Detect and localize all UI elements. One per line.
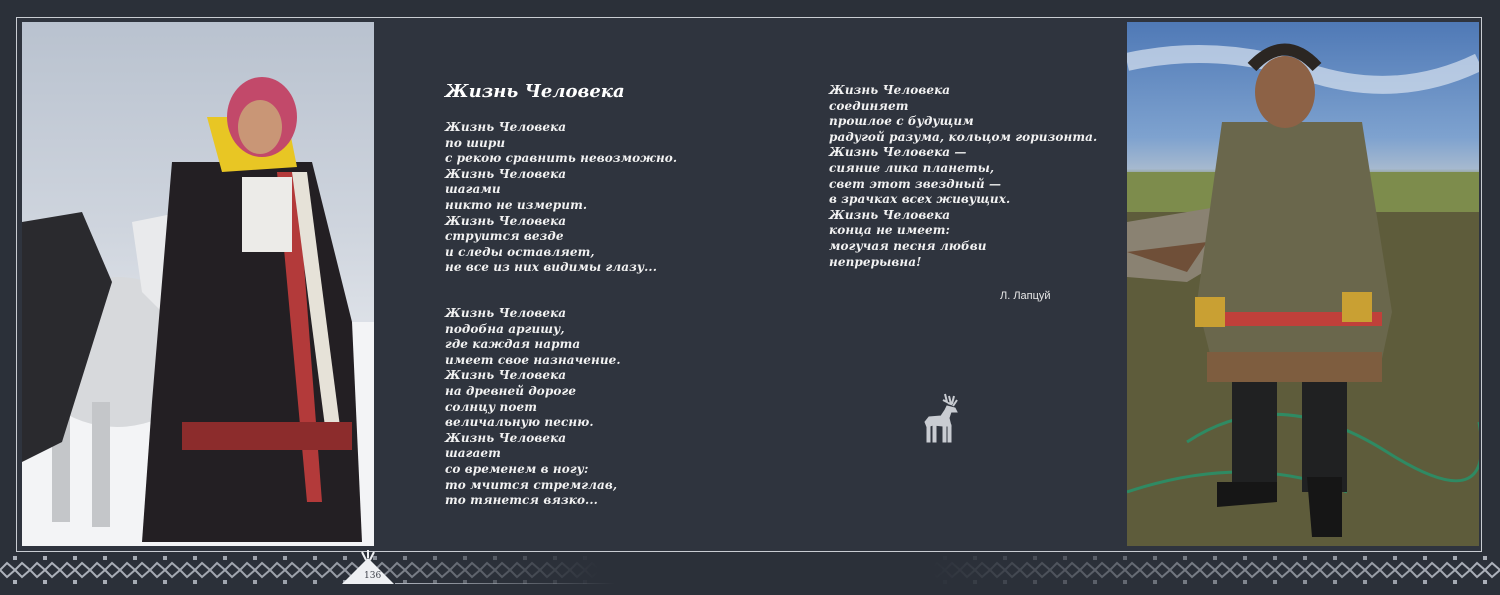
poem-stanza-2: [445, 306, 621, 509]
poem-stanza-3: [829, 83, 1097, 270]
poem-line: в зрачках всех живущих.: [829, 192, 1011, 207]
poem-line: сияние лика планеты,: [829, 160, 995, 175]
poem-line: шагает: [445, 446, 501, 461]
poem-author: Л. Лапцуй: [1000, 290, 1051, 302]
poem-line: Жизнь Человека —: [829, 145, 967, 160]
poem-line: конца не имеет:: [829, 223, 951, 238]
ornament-border: [0, 556, 1500, 584]
poem-title: Жизнь Человека: [445, 81, 625, 102]
poem-line: соединяет: [829, 98, 909, 113]
poem-line: и следы оставляет,: [445, 244, 595, 259]
photo-woman-with-reindeer: [22, 22, 374, 546]
poem-line: Жизнь Человека: [445, 120, 567, 134]
poem-line: никто не измерит.: [445, 197, 588, 212]
poem-line: солнцу поет: [445, 399, 537, 414]
poem-line: со временем в ногу:: [445, 461, 589, 476]
poem-line: прошлое с будущим: [829, 114, 974, 129]
poem-line: по шири: [445, 135, 506, 150]
poem-line: Жизнь Человека: [445, 166, 567, 181]
poem-line: на древней дороге: [445, 383, 577, 398]
poem-line: не все из них видимы глазу...: [445, 260, 657, 275]
photo-man-on-tundra: [1127, 22, 1479, 546]
poem-line: Жизнь Человека: [829, 207, 951, 222]
poem-line: шагами: [445, 182, 501, 197]
poem-line: Жизнь Человека: [445, 213, 567, 228]
page-number: 136: [364, 571, 382, 581]
poem-line: то мчится стремглав,: [445, 477, 618, 492]
poem-line: струится везде: [445, 229, 564, 244]
poem-line: величальную песню.: [445, 415, 594, 430]
poem-line: свет этот звездный —: [829, 176, 1002, 191]
poem-line: где каждая нарта: [445, 337, 581, 352]
page-rule: [395, 583, 615, 584]
poem-line: то тянется вязко...: [445, 493, 598, 508]
poem-stanza-1: [445, 120, 677, 276]
poem-line: Жизнь Человека: [445, 430, 567, 445]
poem-line: имеет свое назначение.: [445, 352, 621, 367]
poem-line: могучая песня любви: [829, 238, 987, 253]
poem-line: Жизнь Человека: [445, 306, 567, 320]
poem-line: Жизнь Человека: [829, 83, 951, 97]
reindeer-icon: [921, 392, 961, 448]
poem-line: с рекою сравнить невозможно.: [445, 151, 678, 166]
poem-line: радугой разума, кольцом горизонта.: [829, 129, 1098, 144]
poem-line: Жизнь Человека: [445, 368, 567, 383]
poem-line: непрерывна!: [829, 254, 922, 269]
poem-line: подобна аргишу,: [445, 321, 565, 336]
